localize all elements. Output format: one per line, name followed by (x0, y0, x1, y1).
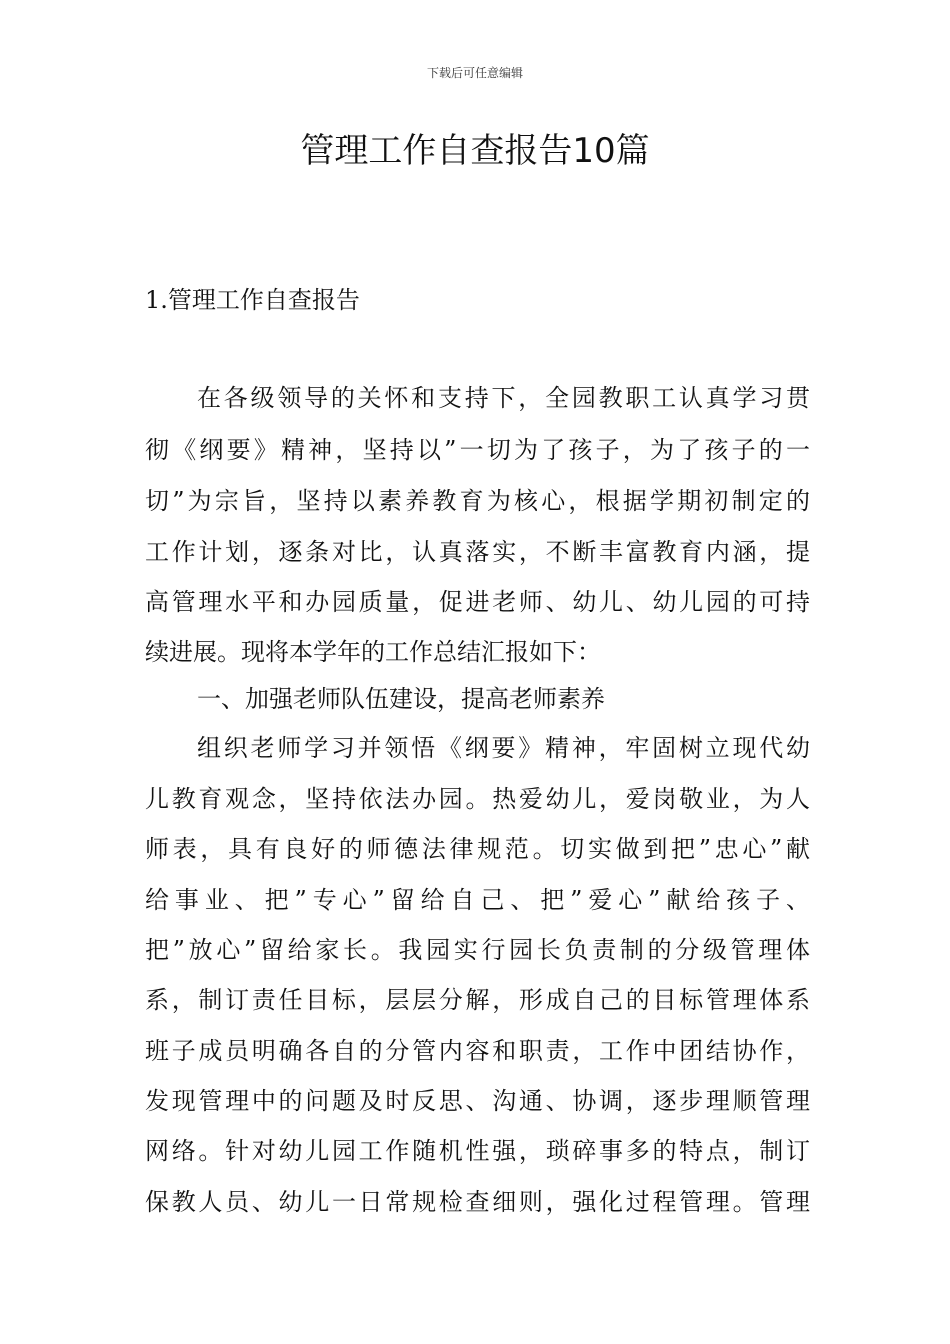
body-line: 儿教育观念，坚持依法办园。热爱幼儿，爱岗敬业，为人 (145, 785, 810, 813)
body-line: 给事业、把”专心”留给自己、把”爱心”献给孩子、 (145, 886, 810, 914)
body-line: 网络。针对幼儿园工作随机性强，琐碎事多的特点，制订 (145, 1137, 810, 1165)
body-line: 保教人员、幼儿一日常规检查细则，强化过程管理。管理 (145, 1188, 810, 1216)
body-line: 把”放心”留给家长。我园实行园长负责制的分级管理体 (145, 936, 810, 964)
section-heading: 1.管理工作自查报告 (145, 286, 360, 314)
header-note: 下载后可任意编辑 (426, 66, 523, 80)
body-line: 在各级领导的关怀和支持下，全园教职工认真学习贯 (197, 384, 810, 412)
document-title: 管理工作自查报告10篇 (300, 131, 650, 171)
body-line: 系，制订责任目标，层层分解，形成自己的目标管理体系 (145, 986, 810, 1014)
subheading-line: 一、加强老师队伍建设，提高老师素养 (197, 685, 605, 713)
body-line: 彻《纲要》精神，坚持以”一切为了孩子，为了孩子的一 (145, 436, 810, 464)
body-line: 切”为宗旨，坚持以素养教育为核心，根据学期初制定的 (145, 487, 810, 515)
body-line: 组织老师学习并领悟《纲要》精神，牢固树立现代幼 (197, 734, 810, 762)
body-line: 高管理水平和办园质量，促进老师、幼儿、幼儿园的可持 (145, 588, 810, 616)
body-line: 班子成员明确各自的分管内容和职责，工作中团结协作， (145, 1037, 810, 1065)
body-line: 工作计划，逐条对比，认真落实，不断丰富教育内涵，提 (145, 538, 810, 566)
body-line: 师表，具有良好的师德法律规范。切实做到把”忠心”献 (145, 835, 810, 863)
body-line: 续进展。现将本学年的工作总结汇报如下： (145, 638, 601, 666)
body-line: 发现管理中的问题及时反思、沟通、协调，逐步理顺管理 (145, 1087, 810, 1115)
